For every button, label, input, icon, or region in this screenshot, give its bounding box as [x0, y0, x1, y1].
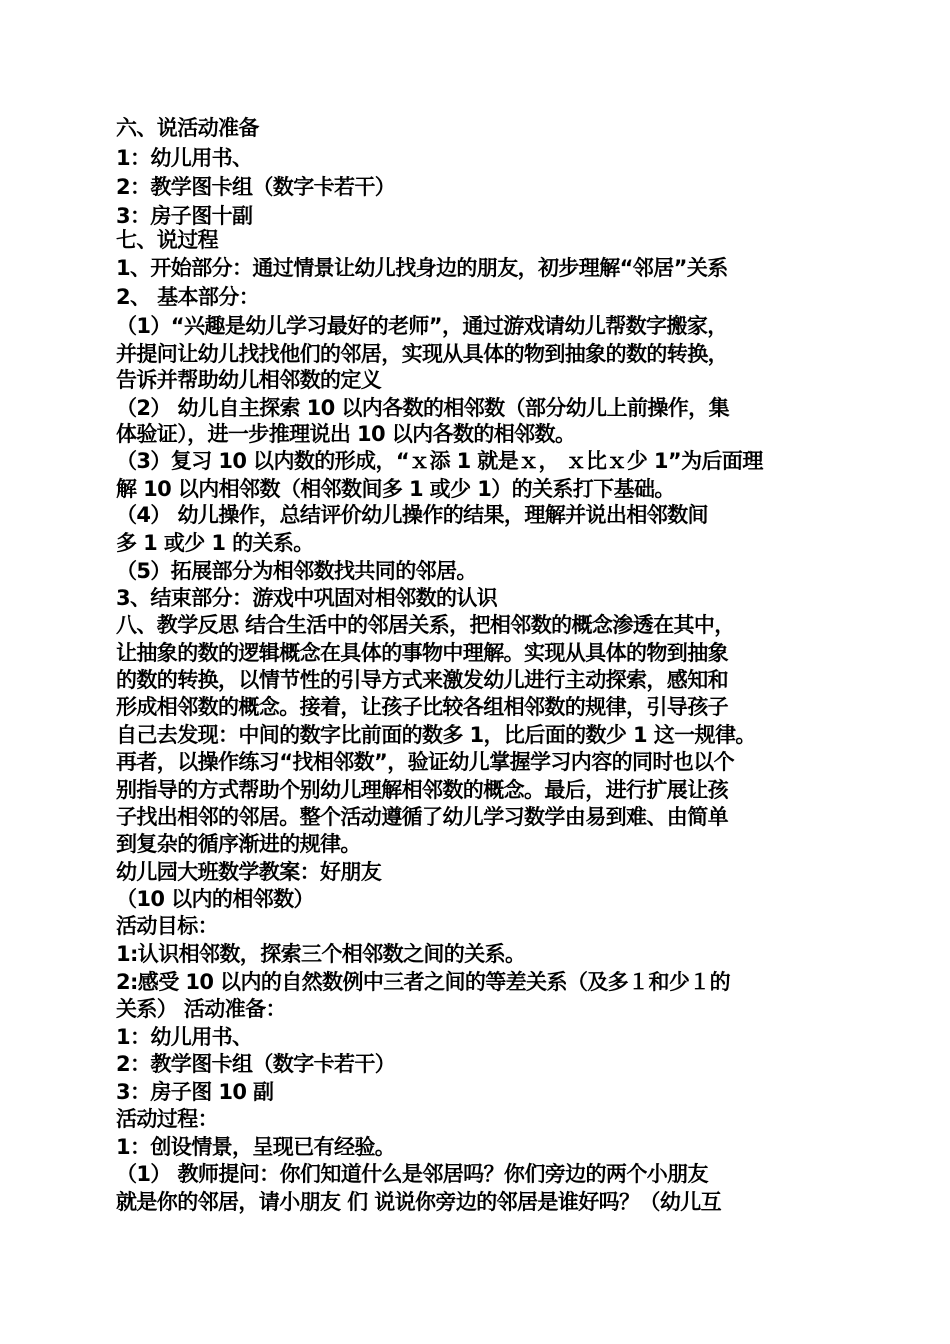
text-line: （4） 幼儿操作，总结评价幼儿操作的结果，理解并说出相邻数间	[116, 503, 708, 527]
heading-activity-preparation: 六、说活动准备	[116, 116, 259, 140]
text-line: 1:认识相邻数，探索三个相邻数之间的关系。	[116, 942, 526, 966]
text-line: 到复杂的循序渐进的规律。	[116, 832, 361, 856]
text-line: 解 10 以内相邻数（相邻数间多 1 或少 1）的关系打下基础。	[116, 477, 675, 501]
text-line: （2） 幼儿自主探索 10 以内各数的相邻数（部分幼儿上前操作，集	[116, 396, 729, 420]
heading-process: 七、说过程	[116, 228, 218, 252]
heading-activity-process: 活动过程：	[116, 1107, 218, 1131]
lesson-plan-title: 幼儿园大班数学教案：好朋友	[116, 860, 382, 884]
text-line: 2:感受 10 以内的自然数例中三者之间的等差关系（及多１和少１的	[116, 970, 731, 994]
text-line: 2、 基本部分：	[116, 285, 260, 309]
text-line: 的数的转换，以情节性的引导方式来激发幼儿进行主动探索，感知和	[116, 668, 728, 692]
text-line: 子找出相邻的邻居。整个活动遵循了幼儿学习数学由易到难、由简单	[116, 805, 728, 829]
text-line: 2：教学图卡组（数字卡若干）	[116, 1052, 396, 1076]
text-line: 1：创设情景，呈现已有经验。	[116, 1135, 396, 1159]
heading-activity-goals: 活动目标：	[116, 914, 218, 938]
text-line: 多 1 或少 1 的关系。	[116, 531, 314, 555]
text-line: （3）复习 10 以内数的形成，“ｘ添 1 就是ｘ， ｘ比ｘ少 1”为后面理	[116, 449, 763, 473]
lesson-plan-subtitle: （10 以内的相邻数）	[116, 887, 314, 911]
text-line: 1：幼儿用书、	[116, 1025, 253, 1049]
text-line: 告诉并帮助幼儿相邻数的定义	[116, 368, 382, 392]
text-line: 3：房子图十副	[116, 204, 253, 228]
text-line: （5）拓展部分为相邻数找共同的邻居。	[116, 559, 477, 583]
text-line: 别指导的方式帮助个别幼儿理解相邻数的概念。最后，进行扩展让孩	[116, 778, 728, 802]
text-line: （1） 教师提问：你们知道什么是邻居吗？你们旁边的两个小朋友	[116, 1162, 708, 1186]
text-line: 形成相邻数的概念。接着，让孩子比较各组相邻数的规律，引导孩子	[116, 695, 728, 719]
text-line: 自己去发现：中间的数字比前面的数多 1，比后面的数少 1 这一规律。	[116, 723, 756, 747]
text-line: 就是你的邻居，请小朋友 们 说说你旁边的邻居是谁好吗？（幼儿互	[116, 1190, 722, 1214]
text-line: 关系） 活动准备：	[116, 997, 286, 1021]
text-line: 并提问让幼儿找找他们的邻居，实现从具体的物到抽象的数的转换，	[116, 342, 728, 366]
text-line: 让抽象的数的逻辑概念在具体的事物中理解。实现从具体的物到抽象	[116, 641, 728, 665]
text-line: 3：房子图 10 副	[116, 1080, 274, 1104]
text-line: 3、结束部分：游戏中巩固对相邻数的认识	[116, 586, 498, 610]
heading-teaching-reflection: 八、教学反思 结合生活中的邻居关系，把相邻数的概念渗透在其中，	[116, 613, 735, 637]
text-line: 2：教学图卡组（数字卡若干）	[116, 175, 396, 199]
text-line: 体验证），进一步推理说出 10 以内各数的相邻数。	[116, 422, 576, 446]
text-line: 1、开始部分：通过情景让幼儿找身边的朋友，初步理解“邻居”关系	[116, 256, 728, 280]
text-line: （1）“兴趣是幼儿学习最好的老师”，通过游戏请幼儿帮数字搬家，	[116, 314, 728, 338]
text-line: 再者，以操作练习“找相邻数”，验证幼儿掌握学习内容的同时也以个	[116, 750, 735, 774]
text-line: 1：幼儿用书、	[116, 146, 253, 170]
